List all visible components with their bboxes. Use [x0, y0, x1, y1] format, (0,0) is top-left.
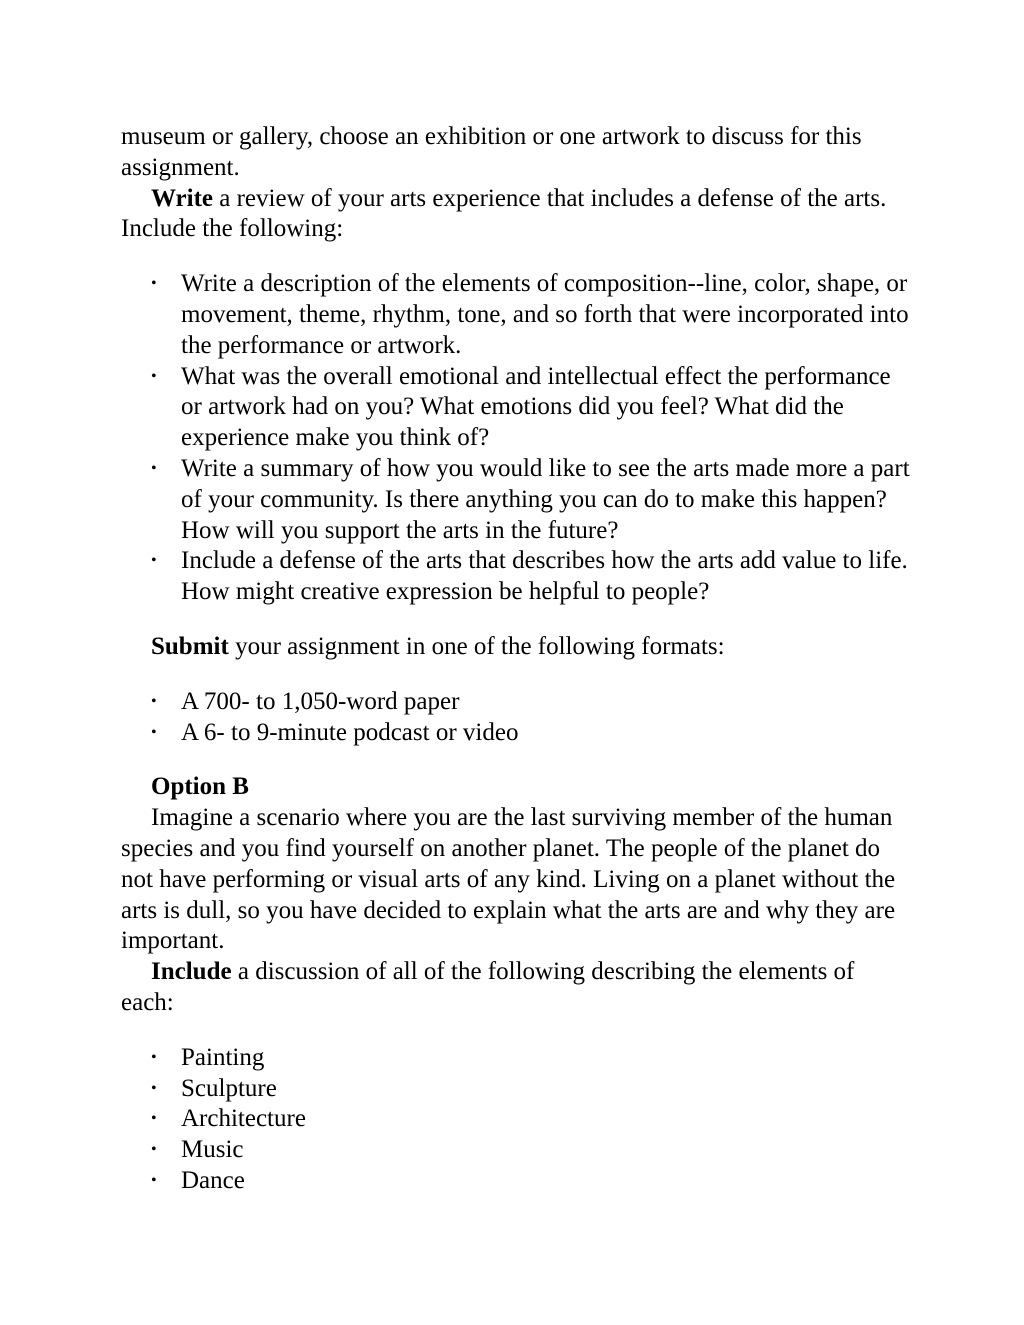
list-item: • A 700- to 1,050-word paper	[121, 687, 911, 718]
submission-formats-list	[121, 687, 911, 749]
document-body	[121, 122, 911, 1197]
list-item: • Music	[121, 1135, 911, 1166]
list-item: • Include a defense of the arts that describes how the arts add value to life. How might creative expression be helpful to people?	[121, 546, 911, 608]
paragraph-intro: museum or gallery, choose an exhibition or one artwork to discuss for this assignment.	[121, 123, 862, 181]
paragraph-submit	[121, 632, 911, 663]
list-item: • Painting	[121, 1043, 911, 1074]
list-item: • Sculpture	[121, 1074, 911, 1105]
review-requirements-list	[121, 269, 911, 608]
submit-text: your assignment in one of the following formats:	[228, 632, 725, 660]
list-item: • A 6- to 9-minute podcast or video	[121, 718, 911, 749]
write-keyword: Write	[151, 184, 214, 212]
list-item: • What was the overall emotional and intellectual effect the performance or artwork had on you? What emotions did you feel? What did the experience make you think of?	[121, 362, 911, 454]
write-text: a review of your arts experience that includes a defense of the arts. Include the following:	[121, 184, 887, 243]
paragraph-include	[121, 957, 911, 1019]
paragraph-write	[121, 184, 911, 246]
submit-keyword: Submit	[151, 632, 229, 660]
list-item: • Write a summary of how you would like to see the arts made more a part of your community. Is there anything you can do to make this happen? How will you support the arts in the future?	[121, 454, 911, 546]
art-forms-list	[121, 1043, 911, 1197]
option-b-heading: Option B	[151, 773, 249, 801]
include-text: a discussion of all of the following describing the elements of each:	[121, 958, 855, 1016]
list-item: • Write a description of the elements of composition--line, color, shape, or movement, theme, rhythm, tone, and so forth that were incorporated into the performance or artwork.	[121, 269, 911, 361]
list-item: • Dance	[121, 1166, 911, 1197]
list-item: • Architecture	[121, 1104, 911, 1135]
paragraph-option-b: Imagine a scenario where you are the last surviving member of the human species and you find yourself on another planet. The people of the planet do not have performing or visual arts of any kind. Living on a planet without the arts is dull, so you have decided to explain what the arts are and why they are important.	[121, 804, 896, 955]
include-keyword: Include	[151, 958, 232, 986]
